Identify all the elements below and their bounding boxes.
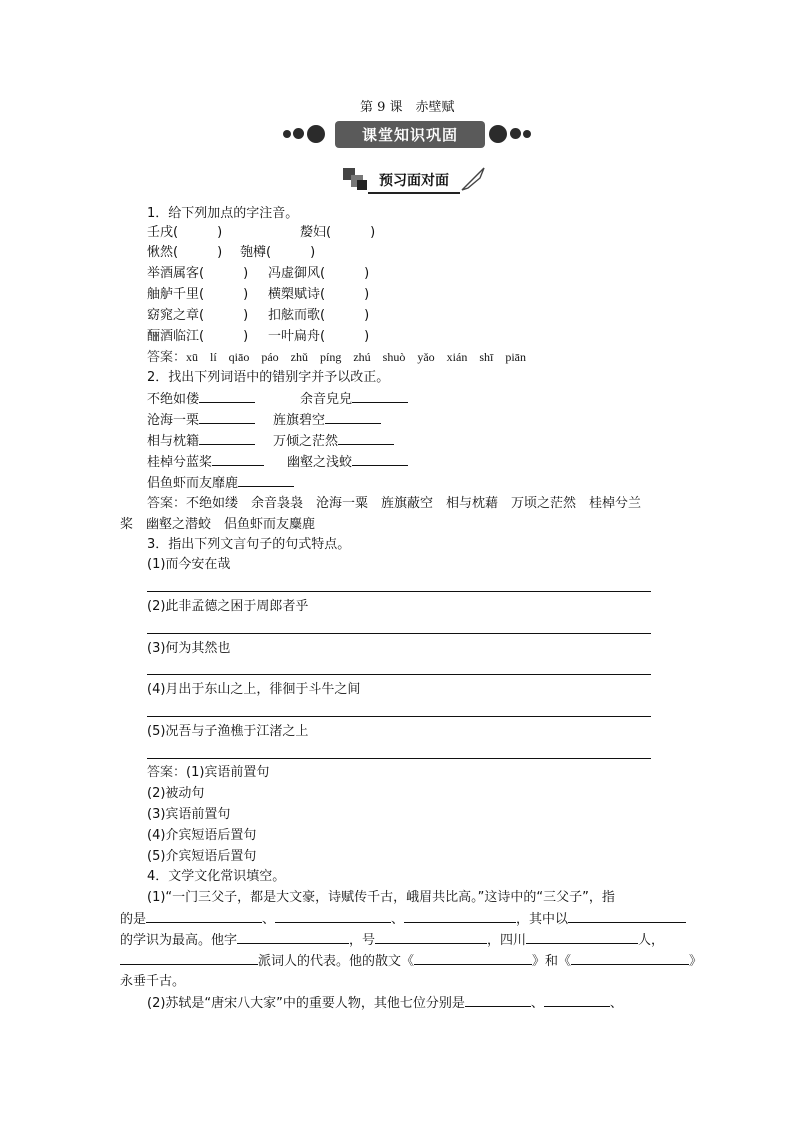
answer-blank[interactable] [199,390,255,403]
q3-answer-item: (2)被动句 [147,786,205,801]
answer-label: 答案： [147,496,187,511]
q2-item: 桂棹兮蓝桨 [147,453,264,472]
q3-answer [147,764,269,782]
q1-item: 举酒属客( ) [147,266,249,281]
answer-line[interactable] [147,716,651,717]
q2-item: 沧海一栗 [147,411,255,430]
answer-blank[interactable] [352,390,408,403]
q3-item: (2)此非孟德之困于周郎者乎 [147,599,309,614]
answer-blank[interactable] [237,931,349,944]
q1-item: 匏樽( ) [240,245,316,260]
q2-item: 万倾之茫然 [273,432,394,451]
q1-item: 舳舻千里( ) [147,287,249,302]
q2-answer [147,495,641,513]
q2-item: 相与枕籍 [147,432,255,451]
page-title: 第 9 课 赤壁赋 [360,100,455,115]
q2-item: 侣鱼虾而友靡鹿 [147,474,294,493]
q1-item: 扣舷而歌( ) [268,308,370,323]
answer-line[interactable] [147,674,651,675]
q2-prompt: 2．找出下列词语中的错别字并予以改正。 [147,370,390,385]
q1-item: 窈窕之章( ) [147,308,249,323]
answer-text: xū lí qiāo páo zhǔ píng zhú shuò yǎo xián shī piān [186,350,526,364]
q2-item: 幽壑之浅蛟 [287,453,408,472]
q2-item: 旌旗碧空 [273,411,381,430]
dot-icon [283,130,291,138]
answer-blank[interactable] [238,474,294,487]
q4-p1-line1: (1)“一门三父子，都是大文豪，诗赋传千古，峨眉共比高。”这诗中的“三父子”，指 [147,890,615,905]
dot-icon [489,125,507,143]
answer-blank[interactable] [465,994,531,1007]
q1-answer [147,348,526,367]
q2-item: 余音皃皃 [300,390,408,409]
q1-item: 嫠妇( ) [300,225,376,240]
q3-item: (1)而今安在哉 [147,557,231,572]
q3-prompt: 3．指出下列文言句子的句式特点。 [147,537,351,552]
q1-item: 愀然( ) [147,245,223,260]
answer-blank[interactable] [526,931,638,944]
answer-blank[interactable] [212,453,264,466]
answer-blank[interactable] [199,411,255,424]
answer-label: 答案： [147,350,187,365]
answer-text: 不绝如缕 余音袅袅 沧海一粟 旌旗蔽空 相与枕藉 万顷之茫然 桂棹兮兰 [186,496,642,511]
q4-prompt: 4．文学文化常识填空。 [147,869,286,884]
squares-icon [343,168,369,192]
dot-icon [523,130,531,138]
q2-item: 不绝如偻 [147,390,255,409]
q1-item: 酾酒临江( ) [147,329,249,344]
subsection-title [368,168,460,194]
dot-icon [510,128,521,139]
answer-line[interactable] [147,758,651,759]
q3-item: (3)何为其然也 [147,641,231,656]
q3-answer-item: (5)介宾短语后置句 [147,849,257,864]
answer-blank[interactable] [375,931,487,944]
q2-answer-cont: 桨 幽壑之潜蛟 侣鱼虾而友麋鹿 [120,517,316,532]
answer-label: 答案： [147,765,187,780]
section-banner [335,121,485,148]
q3-item: (4)月出于东山之上，徘徊于斗牛之间 [147,682,361,697]
answer-blank[interactable] [414,952,532,965]
quill-icon [458,164,488,194]
answer-blank[interactable] [352,453,408,466]
q4-p1-line3: 的学识为最高。他字 ，号 ，四川 人， [120,933,665,948]
q1-item: 壬戌( ) [147,225,223,240]
answer-blank[interactable] [146,910,262,923]
answer-blank[interactable] [404,910,516,923]
dot-icon [293,128,304,139]
answer-blank[interactable] [568,910,686,923]
subsection-text: 预习面对面 [379,173,449,189]
q3-item: (5)况吾与子渔樵于江渚之上 [147,724,309,739]
dot-icon [307,125,325,143]
q3-answer-item: (4)介宾短语后置句 [147,828,257,843]
q1-item: 冯虚御风( ) [268,266,370,281]
q1-item: 一叶扁舟( ) [268,329,370,344]
answer-line[interactable] [147,633,651,634]
answer-blank[interactable] [544,994,610,1007]
answer-blank[interactable] [338,432,394,445]
q1-prompt: 1．给下列加点的字注音。 [147,206,299,221]
answer-blank[interactable] [571,952,689,965]
q4-p1-line5: 永垂千古。 [120,974,186,989]
q4-p1-line2: 的是 、 、 ，其中以 [120,910,686,929]
answer-line[interactable] [147,591,651,592]
answer-blank[interactable] [199,432,255,445]
answer-blank[interactable] [120,952,258,965]
q4-p1-line4: 派词人的代表。他的散文《 》和《 》 [120,952,702,971]
banner-text: 课堂知识巩固 [361,126,458,144]
q3-answer-item: (3)宾语前置句 [147,807,231,822]
answer-blank[interactable] [275,910,391,923]
q1-item: 横槊赋诗( ) [268,287,370,302]
answer-blank[interactable] [325,411,381,424]
q4-p2: (2)苏轼是“唐宋八大家”中的重要人物，其他七位分别是 、 、 [147,996,623,1011]
answer-text: (1)宾语前置句 [186,765,270,780]
